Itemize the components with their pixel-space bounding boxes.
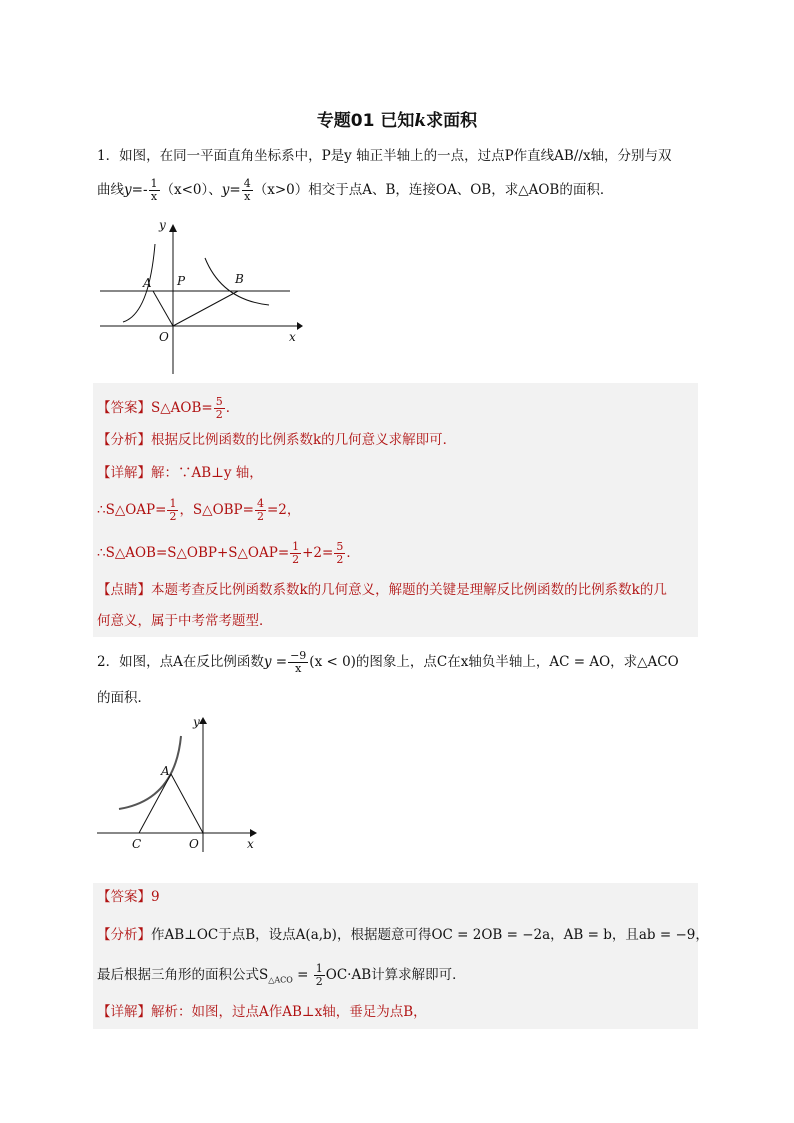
- step-text: +2=: [302, 545, 334, 561]
- q1-step2: [97, 541, 360, 566]
- q2-detail: [97, 1002, 427, 1022]
- page-title: [0, 106, 794, 131]
- q1-segment-ob: [173, 291, 238, 326]
- step-frac: [334, 541, 345, 566]
- q2-label-y: y: [193, 715, 200, 729]
- q2-line1: [97, 650, 679, 675]
- q2-figure: [95, 712, 265, 857]
- frac-num: 4: [243, 177, 251, 190]
- frac-den: x: [244, 190, 251, 203]
- q2-answer: [97, 887, 160, 907]
- q1-analysis: [97, 430, 456, 450]
- q1-label-a: A: [143, 276, 152, 290]
- step-frac: [290, 541, 301, 566]
- q2-line2: 的面积．: [97, 690, 151, 706]
- answer-tag: 【答案】: [97, 889, 151, 905]
- analysis-text: OC·AB计算求解即可．: [325, 967, 466, 983]
- q1-func2: y=: [221, 182, 241, 198]
- step-frac: [255, 498, 266, 523]
- q1-text-a: 曲线: [97, 182, 124, 198]
- q1-frac1: [149, 178, 160, 203]
- title-suffix: 求面积: [426, 111, 478, 131]
- q1-line2: [97, 178, 613, 203]
- q2-text-b: (x < 0)的图象上，点C在x轴负半轴上，AC = AO，求△ACO: [309, 654, 679, 670]
- frac-den: 2: [169, 510, 177, 523]
- q1-label-y: y: [159, 218, 166, 232]
- frac-num: 4: [256, 497, 264, 510]
- frac-num: 1: [169, 497, 177, 510]
- frac-num: 1: [315, 962, 323, 975]
- step-frac: [167, 498, 178, 523]
- answer-text: S△AOB=: [151, 400, 213, 416]
- q2-x-arrow: [250, 829, 257, 837]
- detail-tag: 【详解】: [97, 1004, 151, 1020]
- q1-detail: [97, 463, 263, 483]
- step-text: =2，: [266, 502, 301, 518]
- title-k: k: [414, 111, 427, 131]
- q2-y-arrow: [199, 717, 207, 724]
- comment-text: 本题考查反比例函数系数k的几何意义，解题的关键是理解反比例函数的比例系数k的几: [151, 582, 667, 598]
- analysis-text: 作AB⊥OC于点B，设点A(a,b)，根据题意可得OC = 2OB = −2a，AB = b，且ab = −9，: [151, 927, 709, 943]
- q1-label-o: O: [159, 330, 169, 344]
- q2-analysis: [97, 925, 709, 945]
- q1-step1: [97, 498, 300, 523]
- analysis-tag: 【分析】: [97, 927, 151, 943]
- detail-tag: 【详解】: [97, 465, 151, 481]
- q1-label-b: B: [235, 272, 244, 286]
- q1-label-x: x: [289, 330, 296, 344]
- analysis-frac: [314, 963, 325, 988]
- q2-frac: [288, 650, 308, 675]
- q1-comment-1: [97, 580, 667, 600]
- answer-text: 9: [151, 889, 160, 905]
- analysis-text: 最后根据三角形的面积公式S: [97, 967, 269, 983]
- step-text: ∴S△OAP=: [97, 502, 167, 518]
- q2-segment-ao: [171, 774, 203, 833]
- q2-label-x: x: [247, 837, 254, 851]
- q1-func1: y=-: [124, 182, 148, 198]
- frac-den: 2: [336, 553, 344, 566]
- step-text: ．: [346, 545, 360, 561]
- q2-label-o: O: [189, 837, 199, 851]
- comment-tag: 【点睛】: [97, 582, 151, 598]
- analysis-text: 根据反比例函数的比例系数k的几何意义求解即可．: [151, 432, 457, 448]
- frac-num: 1: [150, 177, 158, 190]
- frac-den: x: [295, 662, 302, 675]
- frac-den: 2: [292, 553, 300, 566]
- frac-den: x: [150, 190, 158, 203]
- q2-segment-ca: [139, 774, 171, 833]
- q1-cond2: （x>0）相交于点A、B，连接OA、OB，求△AOB的面积．: [253, 182, 614, 198]
- q2-curve: [119, 736, 181, 809]
- detail-text: 解：∵AB⊥y 轴，: [151, 465, 263, 481]
- q2-label-c: C: [132, 837, 142, 851]
- frac-num: 5: [215, 395, 223, 408]
- analysis-tag: 【分析】: [97, 432, 151, 448]
- frac-num: 1: [292, 540, 300, 553]
- q1-label-p: P: [177, 274, 186, 288]
- q1-comment-2: 何意义，属于中考常考题型．: [97, 613, 273, 629]
- q2-func: y =: [263, 654, 288, 670]
- detail-text: 解析：如图，过点A作AB⊥x轴，垂足为点B，: [151, 1004, 427, 1020]
- q2-label-a: A: [161, 764, 170, 778]
- frac-den: 2: [315, 975, 323, 988]
- frac-den: 2: [215, 408, 223, 421]
- q2-text-a: 2．如图，点A在反比例函数: [97, 654, 264, 670]
- q1-cond1: （x<0）、: [160, 182, 222, 198]
- step-text: ∴S△AOB=S△OBP+S△OAP=: [97, 545, 290, 561]
- answer-end: ．: [225, 400, 240, 416]
- q1-figure: [97, 214, 307, 379]
- q1-line1: 1．如图，在同一平面直角坐标系中，P是y 轴正半轴上的一点，过点P作直线AB//x轴，分别与双: [97, 148, 672, 164]
- q2-analysis-2: [97, 963, 466, 991]
- q1-y-arrow: [169, 224, 177, 232]
- answer-frac: [214, 396, 225, 421]
- q1-answer: [97, 396, 239, 421]
- q1-frac2: [242, 178, 253, 203]
- area-subscript: △ACO: [268, 975, 293, 985]
- frac-den: 2: [256, 510, 264, 523]
- frac-num: −9: [290, 649, 307, 662]
- step-text: ，S△OBP=: [179, 502, 254, 518]
- q1-segment-oa: [153, 291, 173, 326]
- title-prefix: 专题01 已知: [316, 111, 415, 131]
- q1-x-arrow: [297, 322, 303, 330]
- analysis-text: =: [292, 967, 313, 983]
- answer-tag: 【答案】: [97, 400, 151, 416]
- frac-num: 5: [336, 540, 344, 553]
